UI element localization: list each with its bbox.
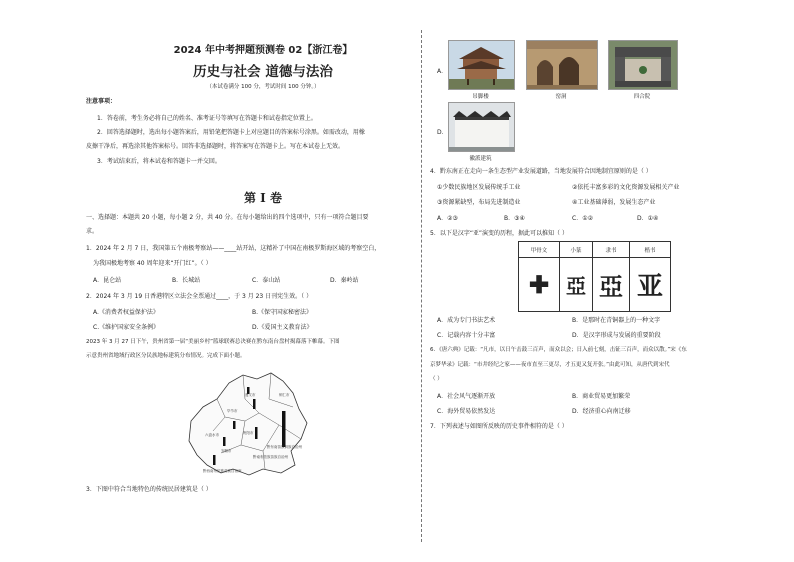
q6-option-b: B．商业贸易更加繁荣 (572, 393, 631, 400)
notice-item: 2．回答选择题时，选出每小题答案后，用铅笔把答题卡上对应题目的答案标号涂黑。如需改动，用橡 (97, 129, 365, 136)
q4-item-4: ④工业基础薄弱，发展生态产业 (572, 199, 656, 206)
q6-option-c: C．海外贸易依然发达 (437, 408, 496, 415)
map-label: 安顺市 (221, 449, 232, 453)
caption-huizhou-architecture: 徽派建筑 (469, 156, 492, 162)
map-label: 铜仁市 (279, 393, 290, 397)
q4-option-d: D．①④ (637, 215, 659, 222)
notice-heading: 注意事项： (86, 98, 117, 105)
section-intro: 一、选择题：本题共 20 小题，每小题 2 分，共 40 分。在每小题给出的四个选项中，只有一项符合题目要 (86, 214, 369, 221)
q1-stem: 1．2024 年 2 月 7 日，我国第五个南极考察站——____站开站，这精补了中国在南极罗斯海区域的考察空白， (86, 245, 381, 252)
notice-item: 1．答卷前，考生务必将自己的姓名、准考证号等填写在答题卡和试卷指定位置上。 (97, 115, 317, 122)
q4-option-a: A．②③ (437, 215, 458, 222)
map-labels (183, 369, 313, 479)
caption-cave-dwelling: 窑洞 (555, 94, 567, 100)
q6-stem: 京梦华录》记载：“市井经纪之家——夜市直至三更尽，才五更又复开张。”由此可知，从唐代到宋代 (430, 362, 670, 368)
q1-option-a: A．昆仑站 (93, 277, 122, 284)
q6-stem: 6．《唐六典》记载：“凡市，以日午击鼓三百声，而众以会；日入前七刻，击钲三百声，而众以散。”宋《东 (430, 347, 687, 353)
q2-option-c: C.《维护国家安全条例》 (93, 324, 160, 331)
table-header: 小篆 (560, 242, 593, 258)
exam-note: （本试卷满分 100 分，考试时间 100 分钟。） (206, 84, 320, 90)
exam-title: 2024 年中考押题预测卷 02【浙江卷】 (173, 45, 353, 56)
q2-option-a: A.《消费者权益保护法》 (93, 309, 159, 316)
q5-option-b: B．是那时在青铜器上的一种文字 (572, 317, 661, 324)
q1-option-b: B．长城站 (172, 277, 201, 284)
map-label: 黔南布依族苗族自治州 (253, 455, 288, 459)
column-divider (421, 30, 423, 542)
q7-stem: 7．下列表述与如图所反映的历史事件相符的是（ ） (430, 423, 568, 430)
caption-courtyard-house: 四合院 (633, 94, 651, 100)
map-label: 黔西南布依族苗族自治州 (203, 469, 242, 473)
oracle-bone-glyph: ✚ (519, 258, 560, 312)
material-text: 2023 年 3 月 27 日下午，贵州省第一届“美丽乡村”篮球联赛总决赛在黔东南台盘村揭幕落下帷幕。下图 (86, 339, 340, 345)
table-header: 甲骨文 (519, 242, 560, 258)
map-label: 遵义市 (245, 393, 256, 397)
courtyard-house-image (608, 40, 678, 90)
map-label: 黔东南苗族侗族自治州 (267, 445, 302, 449)
q6-option-d: D．经济重心向南迁移 (572, 408, 631, 415)
table-header: 隶书 (593, 242, 630, 258)
map-label: 毕节市 (227, 409, 238, 413)
q2-option-b: B.《保守国家秘密法》 (252, 309, 313, 316)
part-title: 第 I 卷 (244, 191, 282, 205)
q2-stem: 2．2024 年 3 月 19 日香港特区立法会全票通过____，于 3 月 23 日刊宪生效。（ ） (86, 293, 313, 300)
q2-option-d: D.《爱国主义教育法》 (252, 324, 313, 331)
cave-dwelling-image (526, 40, 598, 90)
q4-option-c: C．①② (572, 215, 593, 222)
q4-item-1: ①少数民族地区发展传统手工业 (437, 184, 521, 191)
map-label: 贵阳市 (243, 431, 254, 435)
q4-item-2: ②依托丰富多彩的文化资源发展相关产业 (572, 184, 680, 191)
clerical-glyph: 亞 (593, 258, 630, 312)
q4-stem: 4．黔东南正在走向一条生态型产业发展道路，当地发展符合因地制宜原则的是（ ） (430, 168, 652, 175)
q6-stem: （ ） (430, 376, 443, 382)
character-evolution-table (518, 241, 671, 312)
caption-stilted-house: 吊脚楼 (472, 94, 489, 100)
q1-stem: 为我国极地考察 40 周年迎来“开门红”。（ ） (93, 260, 212, 267)
q5-option-d: D．是汉字形成与发展的重要阶段 (572, 332, 661, 339)
table-header: 楷书 (630, 242, 671, 258)
q3-option-a-letter: A． (437, 68, 448, 75)
q4-item-3: ③资源紧缺型，布局先进制造业 (437, 199, 521, 206)
small-seal-glyph: 亞 (560, 258, 593, 312)
notice-item: 3．考试结束后，将本试卷和答题卡一并交回。 (97, 158, 221, 165)
map-label: 六盘水市 (205, 433, 219, 437)
stilted-house-image (448, 40, 515, 90)
section-intro: 求。 (86, 228, 99, 235)
q5-stem: 5．以下是汉字“亚”演变的历程，据此可以推知（ ） (430, 230, 568, 237)
q1-option-c: C．泰山站 (252, 277, 281, 284)
q1-option-d: D．秦岭站 (330, 277, 359, 284)
q5-option-a: A．成为专门书法艺术 (437, 317, 496, 324)
q3-option-d-letter: D． (437, 129, 448, 136)
material-text: 示意贵州省地域行政区分民族地标建筑分布情况。完成下面小题。 (86, 353, 246, 359)
notice-item: 皮擦干净后，再选涂其他答案标号。回答非选择题时，将答案写在答题卡上。写在本试卷上无效。 (86, 143, 345, 150)
q3-stem: 3．下图中符合当地特色的传统民居建筑是（ ） (86, 486, 212, 493)
huizhou-architecture-image (448, 102, 515, 152)
q4-option-b: B．③④ (504, 215, 525, 222)
exam-subject: 历史与社会 道德与法治 (193, 64, 333, 80)
q5-option-c: C．记载内容十分丰富 (437, 332, 496, 339)
regular-glyph: 亚 (630, 258, 671, 312)
q6-option-a: A．社会风气逐渐开放 (437, 393, 496, 400)
